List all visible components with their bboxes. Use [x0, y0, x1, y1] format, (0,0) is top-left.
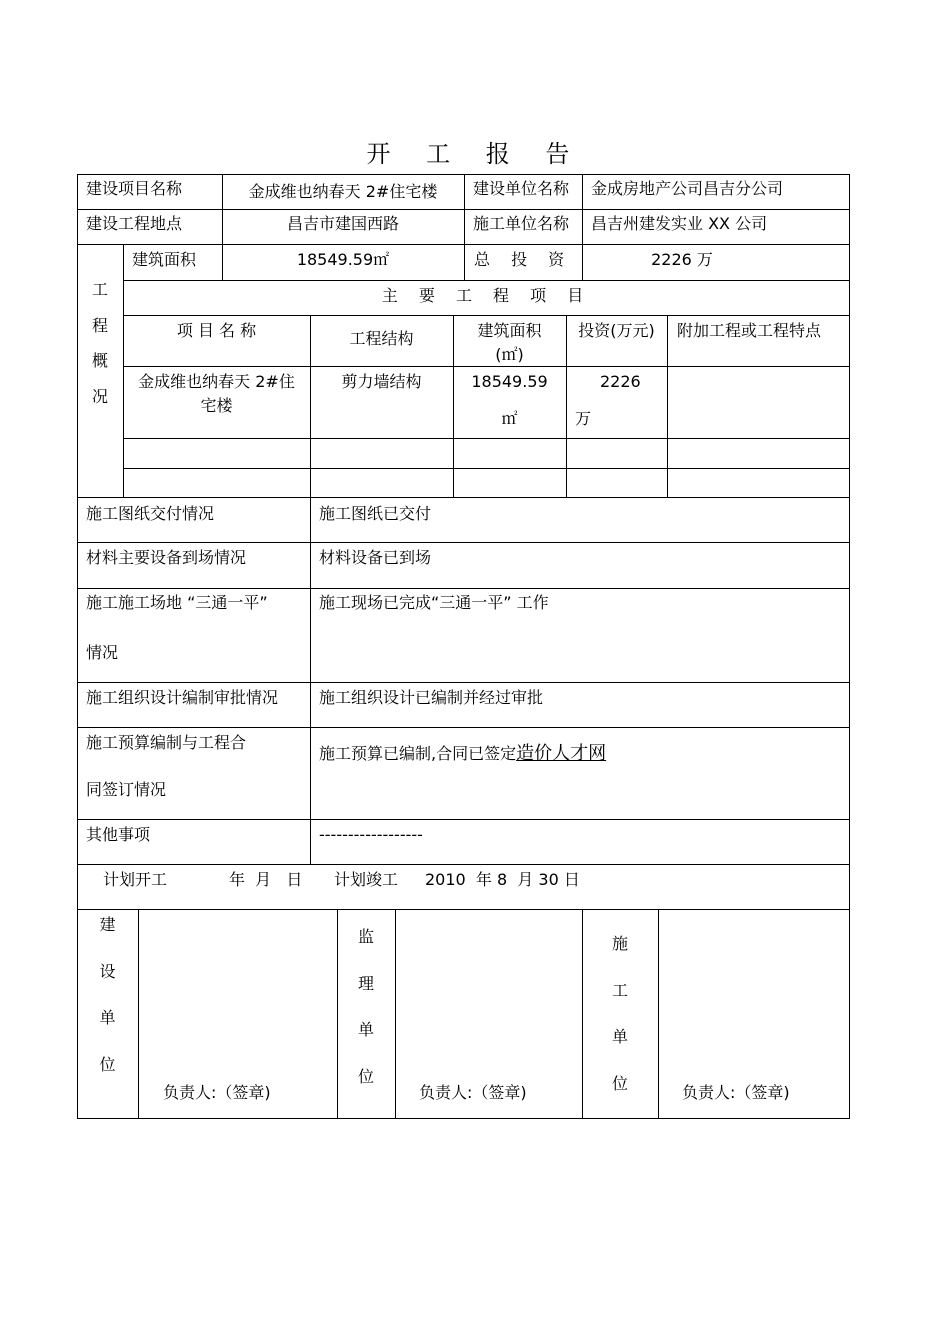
investment-label: 总 投 资 — [474, 250, 573, 269]
project-name-label: 建设项目名称 — [86, 179, 183, 198]
supervisor-unit-char: 位 — [357, 1067, 374, 1086]
column-area-unit: (㎡) — [495, 345, 524, 364]
table-border — [77, 727, 850, 728]
overview-label-char: 工 — [91, 280, 108, 299]
column-area: 建筑面积 — [477, 321, 542, 340]
builder-unit-value: 金成房地产公司昌吉分公司 — [591, 179, 784, 198]
plan-start-date: 年 月 日 — [229, 870, 303, 889]
site-label: 施工施工场地 “三通一平” — [86, 593, 268, 612]
column-item-name: 项 目 名 称 — [176, 321, 257, 340]
table-border — [849, 174, 850, 1119]
item-name-line: 金成维也纳春天 2#住 — [138, 372, 295, 391]
other-label: 其他事项 — [86, 825, 151, 844]
contractor-unit-char: 工 — [611, 981, 628, 1000]
item-structure: 剪力墙结构 — [341, 372, 422, 391]
location-value: 昌吉市建国西路 — [286, 214, 399, 233]
table-border — [77, 864, 850, 865]
table-border — [123, 438, 850, 439]
table-border — [138, 909, 139, 1118]
item-area: 18549.59 — [471, 372, 548, 391]
drawings-value: 施工图纸已交付 — [319, 504, 432, 523]
drawings-label: 施工图纸交付情况 — [86, 504, 215, 523]
other-value: ------------------ — [319, 825, 423, 844]
location-label: 建设工程地点 — [86, 214, 183, 233]
supervisor-unit-char: 单 — [357, 1020, 374, 1039]
site-value: 施工现场已完成“三通一平” 工作 — [319, 593, 549, 612]
contractor-unit-char: 位 — [611, 1074, 628, 1093]
supervisor-unit-char: 监 — [357, 927, 374, 946]
item-name-line: 宅楼 — [200, 396, 233, 415]
plan-end-date: 2010 年 8 月 30 日 — [425, 870, 580, 889]
materials-value: 材料设备已到场 — [319, 548, 432, 567]
contractor-unit-char: 单 — [611, 1027, 628, 1046]
site-label: 情况 — [86, 643, 119, 662]
column-structure: 工程结构 — [349, 329, 414, 348]
table-border — [123, 280, 850, 281]
contractor-value: 昌吉州建发实业 XX 公司 — [591, 214, 768, 233]
builder-unit-char: 设 — [99, 962, 116, 981]
table-border — [77, 588, 850, 589]
table-border — [658, 909, 659, 1118]
table-border — [464, 174, 465, 280]
main-items-header: 主 要 工 程 项 目 — [381, 286, 592, 305]
supervisor-signature: 负责人:（签章) — [419, 1083, 527, 1102]
project-name-value: 金成维也纳春天 2#住宅楼 — [248, 182, 438, 201]
budget-link[interactable]: 造价人才网 — [516, 743, 607, 764]
materials-label: 材料主要设备到场情况 — [86, 548, 247, 567]
table-border — [77, 909, 850, 910]
area-value: 18549.59㎡ — [296, 250, 390, 269]
table-border — [77, 819, 850, 820]
overview-label-char: 程 — [91, 316, 108, 335]
builder-unit-char: 位 — [99, 1055, 116, 1074]
builder-unit-char: 建 — [99, 915, 116, 934]
table-border — [77, 497, 850, 498]
budget-label: 施工预算编制与工程合 — [86, 733, 247, 752]
builder-unit-label: 建设单位名称 — [473, 179, 570, 198]
table-border — [77, 1118, 850, 1119]
column-extra: 附加工程或工程特点 — [677, 321, 822, 340]
builder-unit-char: 单 — [99, 1008, 116, 1027]
org-design-label: 施工组织设计编制审批情况 — [86, 688, 279, 707]
area-label: 建筑面积 — [132, 250, 197, 269]
table-border — [667, 315, 668, 497]
budget-value — [319, 742, 606, 766]
supervisor-unit-char: 理 — [357, 974, 374, 993]
org-design-value: 施工组织设计已编制并经过审批 — [319, 688, 544, 707]
contractor-unit-char: 施 — [611, 934, 628, 953]
contractor-signature: 负责人:（签章) — [682, 1083, 790, 1102]
builder-signature: 负责人:（签章) — [163, 1083, 271, 1102]
overview-label-char: 概 — [91, 351, 108, 370]
table-border — [123, 315, 850, 316]
column-investment: 投资(万元) — [578, 321, 655, 340]
item-investment: 2226 — [600, 372, 641, 391]
investment-value: 2226 万 — [651, 250, 713, 269]
table-border — [77, 542, 850, 543]
table-border — [123, 468, 850, 469]
budget-value-text: 施工预算已编制,合同已签定 — [319, 744, 517, 763]
contractor-label: 施工单位名称 — [473, 214, 570, 233]
table-border — [310, 497, 311, 864]
table-border — [77, 682, 850, 683]
overview-label-char: 况 — [91, 387, 108, 406]
table-border — [395, 909, 396, 1118]
budget-label: 同签订情况 — [86, 780, 167, 799]
item-investment-unit: 万 — [575, 409, 592, 428]
plan-end-label: 计划竣工 — [334, 870, 399, 889]
item-area-unit: ㎡ — [501, 409, 518, 428]
page-title: 开 工 报 告 — [366, 140, 584, 168]
plan-start-label: 计划开工 — [103, 870, 168, 889]
